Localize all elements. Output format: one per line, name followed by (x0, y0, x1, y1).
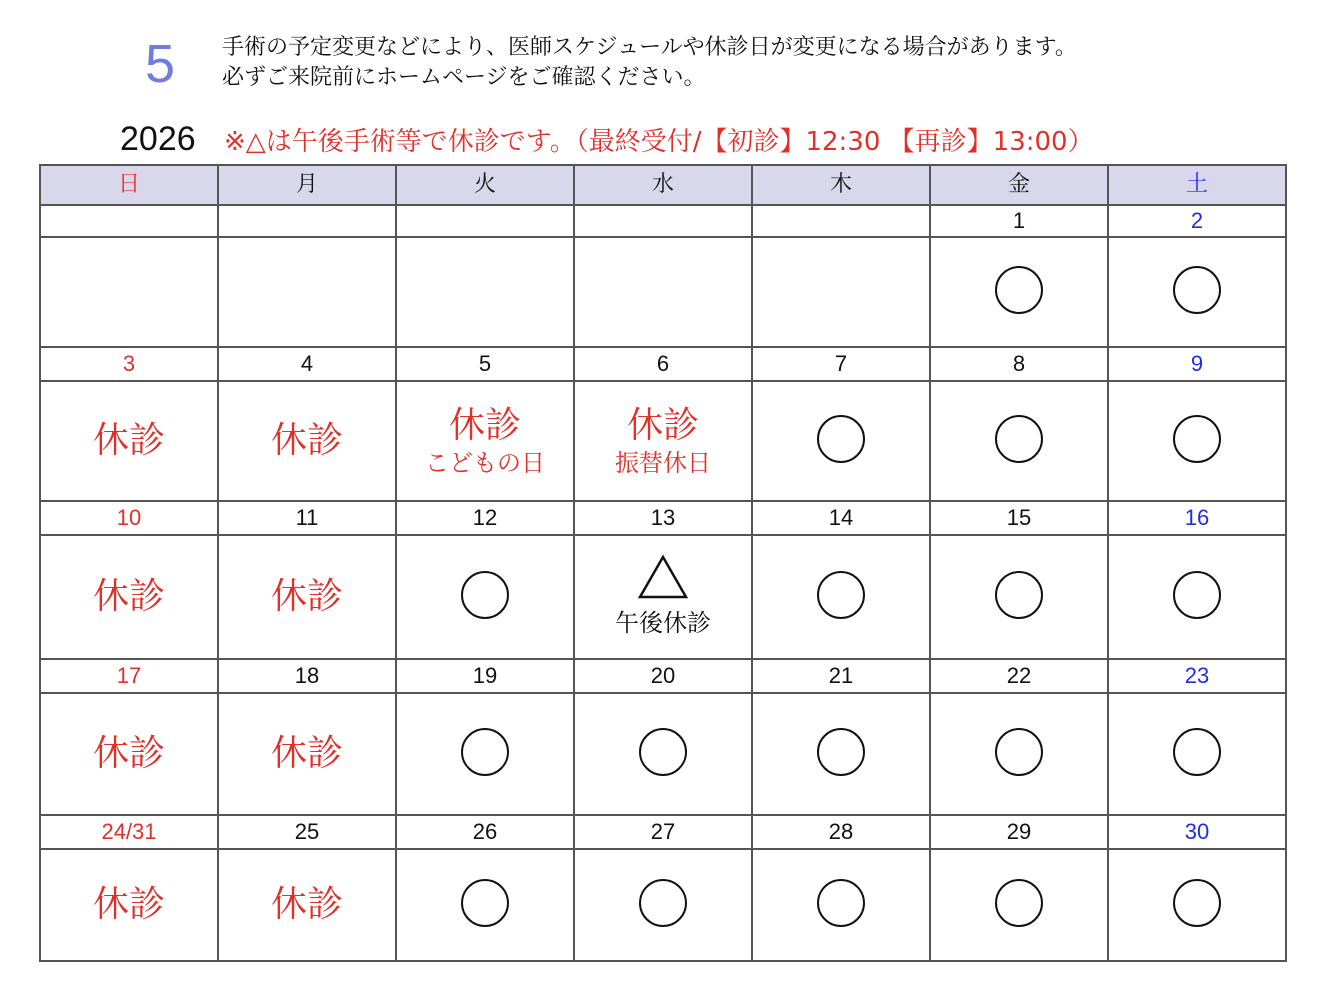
date-number (752, 205, 930, 237)
circle-icon (639, 879, 687, 927)
closed-label: 休診 (270, 733, 343, 774)
day-cell (218, 849, 396, 961)
date-number (396, 205, 574, 237)
day-cell (930, 535, 1108, 659)
closed-label: 休診 (92, 420, 165, 461)
date-number: 13 (574, 501, 752, 535)
holiday-name: 振替休日 (615, 449, 711, 477)
circle-icon (995, 728, 1043, 776)
day-status-row (40, 693, 1286, 815)
date-number-row (40, 205, 1286, 237)
notice-line-2: 必ずご来院前にホームページをご確認ください。 (222, 65, 706, 90)
holiday-name: こどもの日 (425, 449, 545, 477)
date-number: 20 (574, 659, 752, 693)
circle-icon (461, 728, 509, 776)
date-number: 4 (218, 347, 396, 381)
circle-icon (995, 415, 1043, 463)
date-number: 15 (930, 501, 1108, 535)
date-number: 6 (574, 347, 752, 381)
day-cell (396, 535, 574, 659)
date-number: 28 (752, 815, 930, 849)
date-number: 17 (40, 659, 218, 693)
weekday-mon: 月 (218, 165, 396, 205)
date-number (574, 205, 752, 237)
date-number: 3 (40, 347, 218, 381)
date-number: 2 (1108, 205, 1286, 237)
day-cell (396, 381, 574, 501)
date-number: 8 (930, 347, 1108, 381)
day-cell (930, 381, 1108, 501)
year: 2026 (120, 120, 196, 158)
weekday-sun: 日 (40, 165, 218, 205)
day-status-row (40, 237, 1286, 347)
day-cell (1108, 535, 1286, 659)
calendar-table (39, 164, 1287, 962)
triangle-note: ※△は午後手術等で休診です。（最終受付/【初診】12:30 【再診】13:00） (224, 127, 1094, 157)
day-status-row (40, 381, 1286, 501)
circle-icon (1173, 728, 1221, 776)
day-cell (574, 381, 752, 501)
date-number-row (40, 347, 1286, 381)
day-cell (574, 535, 752, 659)
date-number: 22 (930, 659, 1108, 693)
date-number: 11 (218, 501, 396, 535)
afternoon-closed-label: 午後休診 (615, 609, 711, 637)
circle-icon (817, 571, 865, 619)
closed-label: 休診 (270, 884, 343, 925)
notice (222, 33, 1077, 93)
date-number (40, 205, 218, 237)
circle-icon (1173, 415, 1221, 463)
triangle-icon (637, 554, 689, 600)
weekday-header-row (40, 165, 1286, 205)
closed-label: 休診 (270, 420, 343, 461)
date-number: 5 (396, 347, 574, 381)
day-cell (752, 849, 930, 961)
circle-icon (1173, 879, 1221, 927)
date-number: 30 (1108, 815, 1286, 849)
day-cell (40, 237, 218, 347)
day-cell (218, 693, 396, 815)
day-cell (218, 535, 396, 659)
day-cell (40, 381, 218, 501)
day-cell (396, 693, 574, 815)
day-cell (930, 849, 1108, 961)
date-number: 23 (1108, 659, 1286, 693)
closed-label: 休診 (92, 884, 165, 925)
weekday-fri: 金 (930, 165, 1108, 205)
circle-icon (995, 266, 1043, 314)
date-number (218, 205, 396, 237)
closed-label: 休診 (448, 405, 521, 446)
day-cell (396, 849, 574, 961)
day-cell (574, 693, 752, 815)
date-number: 18 (218, 659, 396, 693)
date-number-row (40, 659, 1286, 693)
day-cell (752, 535, 930, 659)
date-number: 27 (574, 815, 752, 849)
day-cell (752, 237, 930, 347)
circle-icon (639, 728, 687, 776)
day-cell (218, 237, 396, 347)
date-number: 10 (40, 501, 218, 535)
date-number: 16 (1108, 501, 1286, 535)
closed-label: 休診 (92, 733, 165, 774)
weekday-tue: 火 (396, 165, 574, 205)
date-number: 26 (396, 815, 574, 849)
circle-icon (461, 571, 509, 619)
day-cell (396, 237, 574, 347)
day-cell (574, 237, 752, 347)
day-cell (752, 381, 930, 501)
closed-label: 休診 (270, 576, 343, 617)
day-cell (40, 849, 218, 961)
weekday-sat: 土 (1108, 165, 1286, 205)
notice-line-1: 手術の予定変更などにより、医師スケジュールや休診日が変更になる場合があります。 (222, 35, 1077, 60)
day-status-row (40, 849, 1286, 961)
day-cell (574, 849, 752, 961)
day-cell (930, 693, 1108, 815)
month-number: 5 (144, 34, 176, 94)
circle-icon (817, 879, 865, 927)
day-cell (218, 381, 396, 501)
weekday-wed: 水 (574, 165, 752, 205)
day-cell (40, 693, 218, 815)
circle-icon (995, 571, 1043, 619)
date-number: 12 (396, 501, 574, 535)
date-number: 19 (396, 659, 574, 693)
day-cell (1108, 693, 1286, 815)
date-number-row (40, 815, 1286, 849)
circle-icon (817, 415, 865, 463)
circle-icon (995, 879, 1043, 927)
day-cell (1108, 849, 1286, 961)
date-number: 25 (218, 815, 396, 849)
calendar-body (40, 205, 1286, 961)
date-number: 1 (930, 205, 1108, 237)
date-number: 21 (752, 659, 930, 693)
circle-icon (817, 728, 865, 776)
circle-icon (461, 879, 509, 927)
day-status-row (40, 535, 1286, 659)
date-number: 9 (1108, 347, 1286, 381)
weekday-thu: 木 (752, 165, 930, 205)
day-cell (1108, 237, 1286, 347)
day-cell (930, 237, 1108, 347)
day-cell (40, 535, 218, 659)
closed-label: 休診 (626, 405, 699, 446)
date-number-row (40, 501, 1286, 535)
circle-icon (1173, 266, 1221, 314)
day-cell (752, 693, 930, 815)
date-number: 29 (930, 815, 1108, 849)
day-cell (1108, 381, 1286, 501)
closed-label: 休診 (92, 576, 165, 617)
circle-icon (1173, 571, 1221, 619)
date-number: 7 (752, 347, 930, 381)
date-number: 24/31 (40, 815, 218, 849)
date-number: 14 (752, 501, 930, 535)
